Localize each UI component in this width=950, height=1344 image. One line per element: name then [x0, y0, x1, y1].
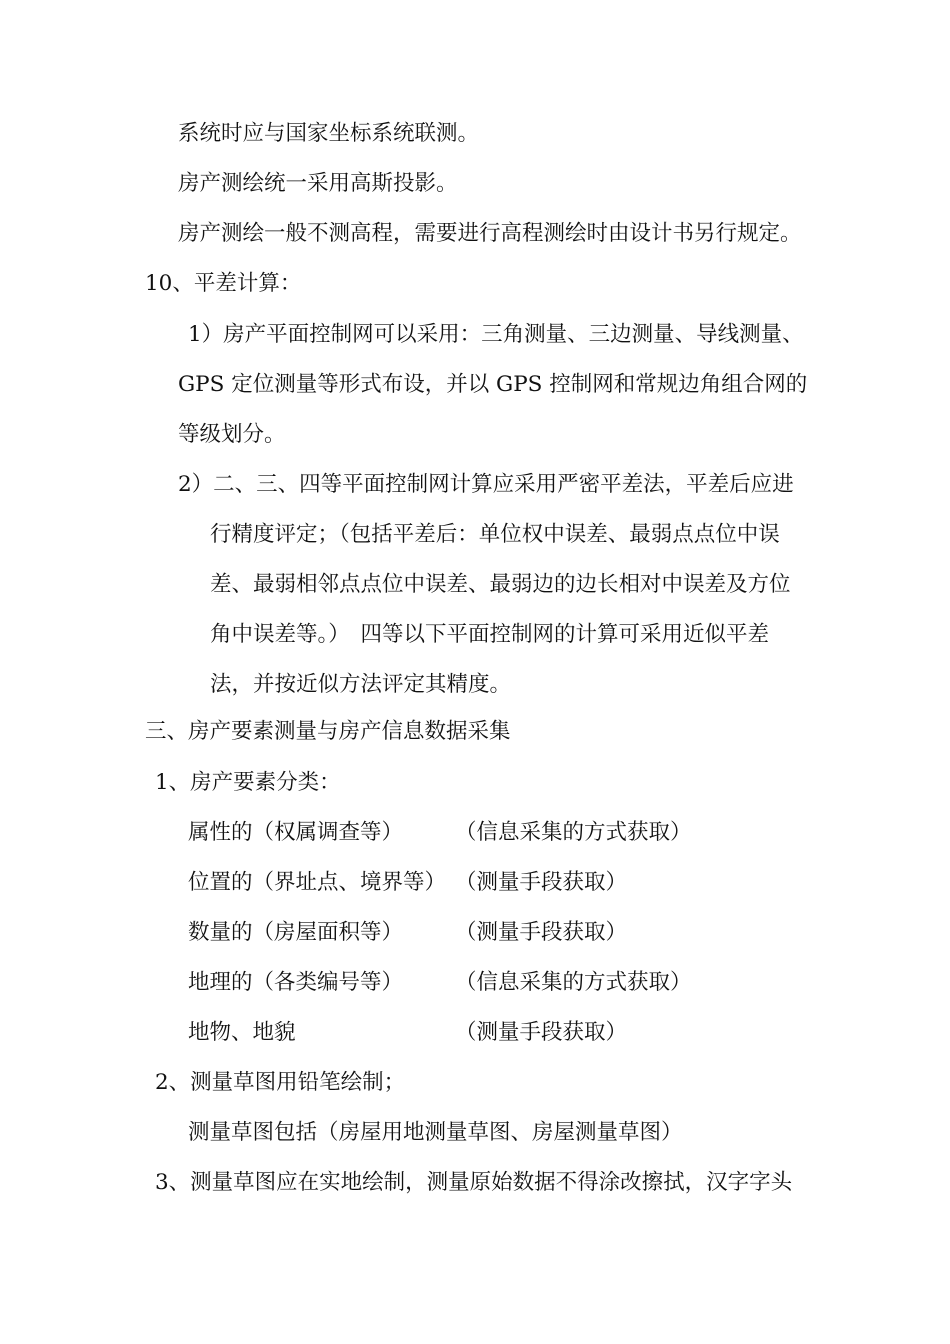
- classification-item: 数量的（房屋面积等）: [188, 920, 404, 945]
- classification-method: （信息采集的方式获取）: [455, 820, 692, 845]
- subsection-heading: 2、测量草图用铅笔绘制；: [155, 1070, 406, 1095]
- classification-item: 地物、地貌: [188, 1020, 296, 1045]
- classification-method: （测量手段获取）: [455, 870, 628, 895]
- text-line: 系统时应与国家坐标系统联测。: [178, 121, 480, 146]
- section-heading: 10、平差计算：: [145, 271, 302, 296]
- classification-row: [188, 969, 808, 997]
- text-line: 房产测绘统一采用高斯投影。: [178, 171, 458, 196]
- classification-method: （信息采集的方式获取）: [455, 970, 692, 995]
- classification-row: [188, 869, 808, 897]
- text-line: 行精度评定；（包括平差后：单位权中误差、最弱点点位中误: [210, 522, 780, 547]
- text-line: 房产测绘一般不测高程，需要进行高程测绘时由设计书另行规定。: [178, 221, 802, 246]
- classification-item: 地理的（各类编号等）: [188, 970, 404, 995]
- text-line: 角中误差等。） 四等以下平面控制网的计算可采用近似平差: [210, 622, 770, 647]
- classification-item: 位置的（界址点、境界等）: [188, 870, 447, 895]
- section-heading: 三、房产要素测量与房产信息数据采集: [145, 719, 511, 744]
- text-line: 测量草图包括（房屋用地测量草图、房屋测量草图）: [188, 1120, 683, 1145]
- text-line: 差、最弱相邻点点位中误差、最弱边的边长相对中误差及方位: [210, 572, 791, 597]
- text-line: 2）二、三、四等平面控制网计算应采用严密平差法，平差后应进: [178, 472, 794, 497]
- classification-row: [188, 919, 808, 947]
- subsection-heading: 3、测量草图应在实地绘制，测量原始数据不得涂改擦拭，汉字字头: [155, 1170, 793, 1195]
- classification-row: [188, 1019, 808, 1047]
- classification-row: [188, 819, 808, 847]
- text-line: 等级划分。: [178, 422, 286, 447]
- classification-method: （测量手段获取）: [455, 1020, 628, 1045]
- text-line: 法，并按近似方法评定其精度。: [210, 672, 512, 697]
- text-line: GPS 定位测量等形式布设，并以 GPS 控制网和常规边角组合网的: [178, 372, 808, 397]
- subsection-heading: 1、房产要素分类：: [155, 770, 341, 795]
- text-line: 1）房产平面控制网可以采用：三角测量、三边测量、导线测量、: [188, 322, 804, 347]
- classification-item: 属性的（权属调查等）: [188, 820, 404, 845]
- classification-method: （测量手段获取）: [455, 920, 628, 945]
